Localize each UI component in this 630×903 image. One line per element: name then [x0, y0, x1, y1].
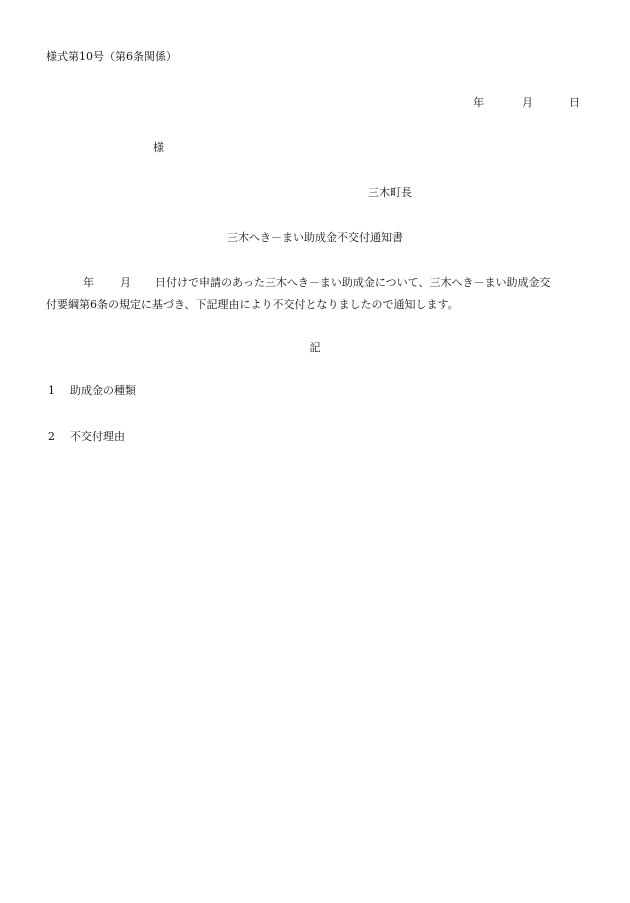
ki-heading: 記	[309, 341, 321, 354]
form-number: 様式第10号（第6条関係）	[46, 50, 177, 63]
date-day-label: 日	[569, 96, 580, 109]
list-item	[48, 384, 136, 398]
date-year-label: 年	[473, 96, 484, 109]
body-line1-text: 日付けで申請のあった三木へき－まい助成金について、三木へき－まい助成金交	[155, 276, 551, 289]
issuer: 三木町長	[368, 186, 412, 199]
body-line2-text: 付要綱第6条の規定に基づき、下記理由により不交付となりましたので通知します。	[46, 298, 459, 311]
body-paragraph	[46, 272, 586, 316]
recipient-suffix: 様	[153, 141, 164, 154]
list-item	[48, 430, 125, 444]
item-number: 1	[48, 384, 55, 397]
document-title: 三木へき－まい助成金不交付通知書	[227, 231, 403, 244]
item-number: 2	[48, 430, 55, 443]
body-month-label: 月	[120, 276, 131, 289]
body-year-label: 年	[83, 276, 94, 289]
date-month-label: 月	[522, 96, 533, 109]
item-label: 不交付理由	[70, 430, 125, 443]
item-label: 助成金の種類	[70, 384, 136, 397]
